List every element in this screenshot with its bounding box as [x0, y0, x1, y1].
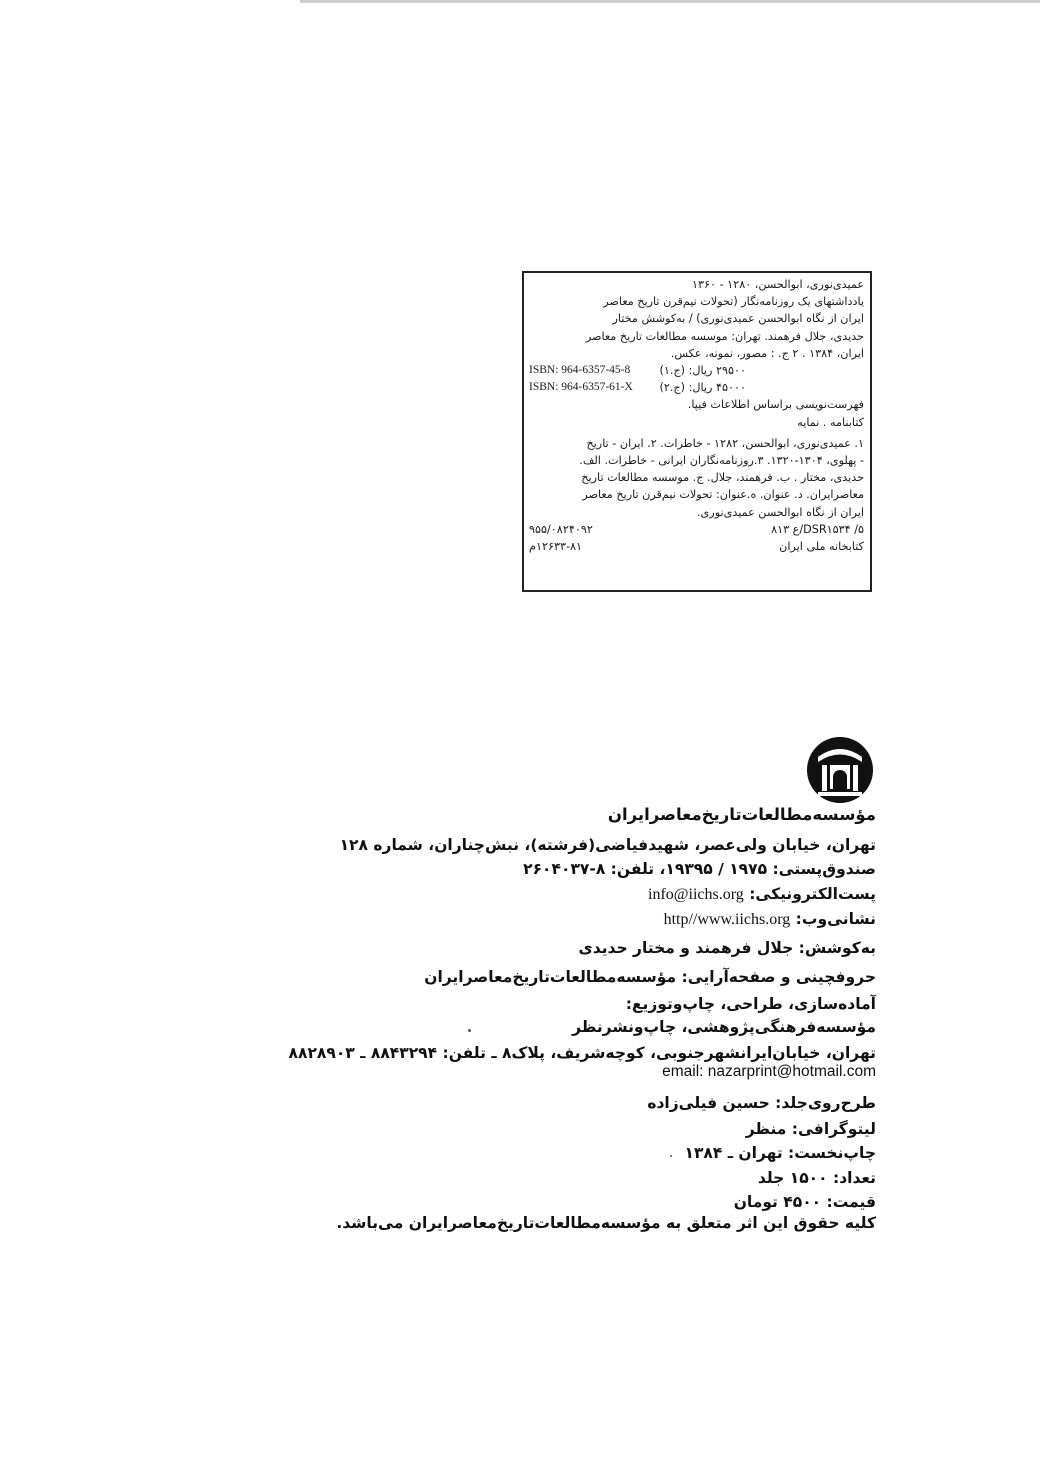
publisher-website — [664, 910, 876, 929]
first-edition: چاپ‌نخست: تهران ـ ۱۳۸۴ — [684, 1144, 876, 1162]
cip-classification-row — [529, 521, 864, 538]
web-value: http//www.iichs.org — [663, 911, 791, 928]
preparation-label: آماده‌سازی، طراحی، چاپ‌وتوزیع: — [625, 995, 876, 1013]
typesetting: حروفچینی و صفحه‌آرایی: مؤسسه‌مطالعات‌تاریخ‌معاصرایران — [424, 968, 876, 986]
cip-title-cont: ایران از نگاه ابوالحسن عمیدی‌نوری) / به‌کوشش مختار — [612, 312, 864, 326]
lithography: لیتوگرافی: منظر — [745, 1120, 876, 1138]
web-label: نشانی‌وب: — [795, 910, 876, 928]
email-value: info@iichs.org — [648, 886, 744, 903]
cip-title: یادداشتهای یک روزنامه‌نگار (تحولات نیم‌قرن تاریخ معاصر — [603, 295, 864, 309]
publisher-address: تهران، خیابان ولی‌عصر، شهیدفیاضی(فرشته)، نبش‌چناران، شماره ۱۲۸ — [339, 836, 876, 854]
preparation-address: تهران، خیابان‌ایرانشهرجنوبی، کوچه‌شریف، پلاک۸ ـ تلفن: ۸۸۴۳۲۹۴ ـ ۸۸۲۸۹۰۳ — [288, 1044, 876, 1062]
cover-design: طرح‌روی‌جلد: حسین فیلی‌زاده — [647, 1094, 876, 1112]
cip-dewey: ۹۵۵/۰۸۲۴۰۹۲ — [529, 522, 593, 536]
publisher-email — [648, 885, 876, 904]
cip-isbn-row-2 — [529, 379, 864, 396]
cip-author: عمیدی‌نوری، ابوالحسن، ۱۲۸۰ - ۱۳۶۰ — [691, 278, 864, 291]
copyright: کلیه حقوق این اثر متعلق به مؤسسه‌مطالعات‌تاریخ‌معاصرایران می‌باشد. — [336, 1214, 876, 1232]
cip-isbn-2: ISBN: 964-6357-61-X — [529, 381, 633, 394]
imprint-block — [280, 802, 876, 1242]
cip-classification: DSR۱۵۳۴ /۵/ع ۸۱۳ — [771, 522, 864, 536]
scan-edge — [300, 0, 1040, 3]
scan-speck — [468, 1029, 471, 1032]
print-count: تعداد: ۱۵۰۰ جلد — [757, 1169, 876, 1187]
cip-price-2: ۴۵۰۰۰ ریال: (ج.۲) — [659, 381, 746, 395]
cip-price-1: ۲۹۵۰۰ ریال: (ج.۱) — [659, 364, 746, 378]
cip-physical: ایران، ۱۳۸۴ . ۲ ج. : مصور، نمونه، عکس. — [670, 346, 864, 360]
cip-subject-1: ۱. عمیدی‌نوری، ابوالحسن، ۱۲۸۲ - خاطرات. ۲. ایران - تاریخ — [586, 436, 864, 450]
publisher-name: مؤسسه‌مطالعات‌تاریخ‌معاصرایران — [607, 805, 876, 824]
scan-speck — [670, 1155, 672, 1157]
cip-subject-3: حدیدی، مختار . ب. فرهمند، جلال. ج. موسسه مطالعات تاریخ — [581, 471, 864, 485]
email-label: پست‌الکترونیکی: — [749, 885, 876, 903]
preparation-email: email: nazarprint@hotmail.com — [662, 1063, 876, 1080]
cip-subject-2: - پهلوی، ۱۳۰۴-۱۳۲۰. ۳.روزنامه‌نگاران ایرانی - خاطرات. الف. — [579, 454, 864, 468]
cip-imprint: حدیدی، جلال فرهمند. تهران: موسسه مطالعات تاریخ معاصر — [585, 329, 864, 343]
institute-logo-icon — [805, 735, 875, 805]
cip-subject-4: معاصرایران. د. عنوان. ه.عنوان: تحولات نیم‌قرن تاریخ معاصر — [582, 488, 864, 502]
price: قیمت: ۴۵۰۰ تومان — [733, 1193, 876, 1211]
publisher-pobox: صندوق‌پستی: ۱۹۷۵ / ۱۹۳۹۵، تلفن: ۸-۲۶۰۴۰۳۷ — [523, 860, 876, 878]
cip-library-row — [529, 538, 864, 555]
cip-library: کتابخانه ملی ایران — [779, 540, 864, 554]
catalog-card — [522, 271, 872, 592]
editors: به‌کوشش: جلال فرهمند و مختار حدیدی — [578, 939, 876, 957]
cip-isbn-1: ISBN: 964-6357-45-8 — [529, 364, 631, 377]
preparation-org: مؤسسه‌فرهنگی‌پژوهشی، چاپ‌ونشرنظر — [572, 1018, 876, 1036]
cip-bibliography: کتابنامه . نمایه — [797, 415, 864, 429]
cip-subject-5: ایران از نگاه ابوالحسن عمیدی‌نوری. — [696, 505, 864, 519]
cip-note: فهرست‌نویسی براساس اطلاعات فیپا. — [687, 398, 864, 412]
cip-number: ۱۲۶۳۳-۸۱م — [529, 540, 583, 554]
cip-isbn-row-1 — [529, 362, 864, 379]
